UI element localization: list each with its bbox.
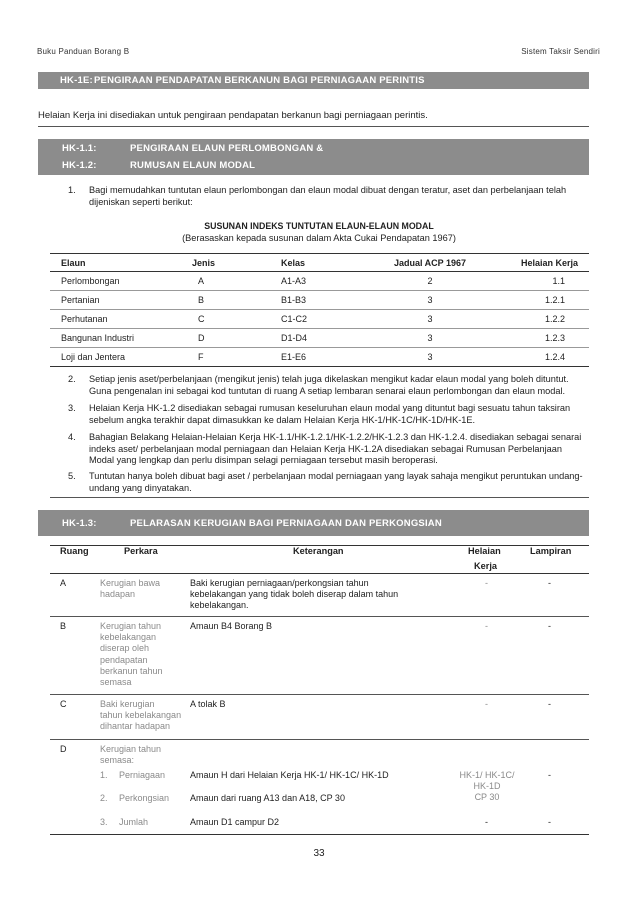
section-code: HK-1.2: xyxy=(62,160,97,171)
table-cell: Loji dan Jentera xyxy=(50,348,170,367)
paragraph-text xyxy=(89,432,581,467)
column-header: Jenis xyxy=(170,254,270,272)
helaian-cell xyxy=(449,770,525,804)
helaian-line: HK-1/ HK-1C/ xyxy=(459,770,515,780)
table-cell: A1-A3 xyxy=(270,272,365,291)
ruang-cell: B xyxy=(60,621,67,631)
table-cell: 3 xyxy=(365,310,495,329)
lampiran-cell: - xyxy=(548,699,551,709)
helaian-cell: - xyxy=(485,817,488,827)
row-divider xyxy=(50,616,589,617)
paragraph-line: Tuntutan hanya boleh dibuat bagi aset / perbelanjaan modal perniagaan yang layak sahaja mengikut peruntukan undang- xyxy=(89,471,583,481)
table-cell: C xyxy=(170,310,270,329)
table-row xyxy=(50,310,589,329)
perkara-line: Baki kerugian xyxy=(100,699,155,709)
row-divider xyxy=(50,694,589,695)
ruang-cell: D xyxy=(60,744,67,754)
helaian-cell: - xyxy=(485,699,488,709)
column-header: Lampiran xyxy=(530,546,572,556)
section-title: PELARASAN KERUGIAN BAGI PERNIAGAAN DAN PERKONGSIAN xyxy=(130,517,442,529)
helaian-cell: - xyxy=(485,578,488,588)
column-header: Kerja xyxy=(474,561,497,571)
ruang-cell: C xyxy=(60,699,67,709)
perkara-line: dihantar hadapan xyxy=(100,721,171,732)
keterangan-line: kebelakangan yang tidak boleh diserap dalam tahun xyxy=(190,589,399,600)
perkara-line: kebelakangan xyxy=(100,632,157,643)
table-cell: B xyxy=(170,291,270,310)
section-title: PENGIRAAN ELAUN PERLOMBONGAN & xyxy=(130,143,324,154)
paragraph-line: Helaian Kerja HK-1.2 disediakan sebagai rumusan keseluruhan elaun modal yang dituntut bagi sesuatu tahun taksiran xyxy=(89,403,571,413)
table-cell: 3 xyxy=(365,329,495,348)
helaian-line: CP 30 xyxy=(474,792,500,803)
perkara-line: semasa xyxy=(100,677,132,688)
column-header: Helaian xyxy=(468,546,501,556)
table-cell: Perlombongan xyxy=(50,272,170,291)
lampiran-cell: - xyxy=(548,770,551,780)
table-cell: 1.2.1 xyxy=(495,291,589,310)
paragraph-text xyxy=(89,403,570,426)
page-number: 33 xyxy=(313,848,325,859)
paragraph-line: undang yang dinyatakan. xyxy=(89,482,192,493)
perkara-line: semasa: xyxy=(100,755,135,766)
item-number: 3. xyxy=(100,817,108,827)
table-cell: 1.2.2 xyxy=(495,310,589,329)
keterangan-cell xyxy=(190,578,398,612)
column-header: Keterangan xyxy=(293,546,344,556)
lampiran-cell: - xyxy=(548,578,551,588)
perkara-cell xyxy=(100,699,181,733)
perkara-line: berkanun tahun xyxy=(100,665,163,676)
paragraph-text xyxy=(89,185,566,208)
column-header: Ruang xyxy=(60,546,89,556)
table-border xyxy=(50,834,589,835)
column-header: Helaian Kerja xyxy=(495,254,589,272)
perkara-line: pendapatan xyxy=(100,654,148,665)
column-header: Jadual ACP 1967 xyxy=(365,254,495,272)
ruang-cell: A xyxy=(60,578,67,588)
table-border xyxy=(50,573,589,574)
paragraph-number: 4. xyxy=(68,432,76,442)
table-cell: B1-B3 xyxy=(270,291,365,310)
table-cell: Bangunan Industri xyxy=(50,329,170,348)
table-cell: 1.2.4 xyxy=(495,348,589,367)
paragraph-line: Setiap jenis aset/perbelanjaan (mengikut jenis) telah juga dikelaskan mengikut kadar elaun modal yang boleh dituntut. xyxy=(89,374,569,384)
perkara-cell xyxy=(100,621,163,688)
item-number: 1. xyxy=(100,770,108,780)
table-header-row xyxy=(50,254,589,272)
lampiran-cell: - xyxy=(548,817,551,827)
table-row xyxy=(50,291,589,310)
table-cell: 3 xyxy=(365,291,495,310)
keterangan-cell: Amaun B4 Borang B xyxy=(190,621,273,631)
table-cell: A xyxy=(170,272,270,291)
item-number: 2. xyxy=(100,793,108,803)
column-header: Kelas xyxy=(270,254,365,272)
paragraph-text xyxy=(89,471,583,494)
table-cell: 1.2.3 xyxy=(495,329,589,348)
table-cell: 3 xyxy=(365,348,495,367)
table-cell: Pertanian xyxy=(50,291,170,310)
helaian-line: HK-1D xyxy=(473,781,501,792)
index-table xyxy=(50,253,589,367)
paragraph-line: sebelum angka terakhir dapat dimasukkan ke dalam Helaian Kerja HK-1/HK-1C/HK-1D/HK-1E. xyxy=(89,414,476,425)
perkara-line: Kerugian tahun xyxy=(100,621,162,631)
paragraph-number: 5. xyxy=(68,471,76,481)
divider xyxy=(50,497,589,498)
column-header: Perkara xyxy=(124,546,158,556)
keterangan-cell: Amaun D1 campur D2 xyxy=(190,817,280,827)
table-row xyxy=(50,272,589,291)
table-cell: D1-D4 xyxy=(270,329,365,348)
section-code: HK-1.1: xyxy=(62,143,97,154)
running-header-left: Buku Panduan Borang B xyxy=(37,47,130,56)
table-cell: C1-C2 xyxy=(270,310,365,329)
section-code: HK-1E: xyxy=(60,75,93,86)
paragraph-number: 2. xyxy=(68,374,76,384)
keterangan-cell: A tolak B xyxy=(190,699,226,709)
section-title: RUMUSAN ELAUN MODAL xyxy=(130,160,256,171)
section-intro: Helaian Kerja ini disediakan untuk pengiraan pendapatan berkanun bagi perniagaan perintis. xyxy=(38,110,428,121)
paragraph-line: Guna pengenalan ini sebagai kod tuntutan di ruang A setiap lembaran senarai elaun perlombongan dan elaun modal. xyxy=(89,385,566,396)
perkara-line: tahun kebelakangan xyxy=(100,710,182,721)
paragraph-line: Modal yang lengkap dan perlu disimpan selagi perniagaan tersebut masih beroperasi. xyxy=(89,455,438,465)
row-divider xyxy=(50,739,589,740)
item-label: Perkongsian xyxy=(119,793,170,803)
perkara-line: Kerugian bawa xyxy=(100,578,161,588)
table-row xyxy=(50,348,589,367)
table-cell: Perhutanan xyxy=(50,310,170,329)
table-cell: F xyxy=(170,348,270,367)
table-border xyxy=(50,545,589,546)
keterangan-cell: Amaun dari ruang A13 dan A18, CP 30 xyxy=(190,793,345,803)
table-cell: E1-E6 xyxy=(270,348,365,367)
section-band-hk1e xyxy=(38,72,589,89)
keterangan-cell: Amaun H dari Helaian Kerja HK-1/ HK-1C/ HK-1D xyxy=(190,770,389,780)
paragraph-line: indeks aset/ perbelanjaan modal perniagaan dan Helaian Kerja HK-1.2A disediakan sebagai Rumusan Perbelanjaan xyxy=(89,443,562,454)
divider xyxy=(38,126,589,127)
perkara-line: diserap oleh xyxy=(100,643,150,654)
table-cell: D xyxy=(170,329,270,348)
perkara-line: Kerugian tahun xyxy=(100,744,162,754)
table-cell: 2 xyxy=(365,272,495,291)
column-header: Elaun xyxy=(50,254,170,272)
index-table-subtitle: (Berasaskan kepada susunan dalam Akta Cukai Pendapatan 1967) xyxy=(182,233,456,243)
keterangan-line: kebelakangan. xyxy=(190,600,249,611)
table-row xyxy=(50,329,589,348)
paragraph-number: 3. xyxy=(68,403,76,413)
perkara-line: hadapan xyxy=(100,589,136,600)
paragraph-line: Bahagian Belakang Helaian-Helaian Kerja HK-1.1/HK-1.2.1/HK-1.2.2/HK-1.2.3 dan HK-1.2.4. disediakan sebagai senarai xyxy=(89,432,582,442)
table-cell: 1.1 xyxy=(495,272,589,291)
perkara-cell xyxy=(100,744,161,766)
paragraph-line: dijeniskan seperti berikut: xyxy=(89,196,193,207)
section-band-hk11 xyxy=(38,139,589,175)
keterangan-line: Baki kerugian perniagaan/perkongsian tahun xyxy=(190,578,369,588)
item-label: Perniagaan xyxy=(119,770,166,780)
perkara-cell xyxy=(100,578,160,600)
section-code: HK-1.3: xyxy=(62,517,97,529)
running-header-right: Sistem Taksir Sendiri xyxy=(521,47,600,56)
item-label: Jumlah xyxy=(119,817,149,827)
section-band-hk13 xyxy=(38,510,589,536)
index-table-title: SUSUNAN INDEKS TUNTUTAN ELAUN-ELAUN MODAL xyxy=(204,221,434,231)
helaian-cell: - xyxy=(485,621,488,631)
paragraph-text xyxy=(89,374,569,397)
lampiran-cell: - xyxy=(548,621,551,631)
paragraph-number: 1. xyxy=(68,185,76,195)
paragraph-line: Bagi memudahkan tuntutan elaun perlombongan dan elaun modal dibuat dengan teratur, aset dan perbelanjaan telah xyxy=(89,185,567,195)
section-title: PENGIRAAN PENDAPATAN BERKANUN BAGI PERNIAGAAN PERINTIS xyxy=(94,75,425,86)
